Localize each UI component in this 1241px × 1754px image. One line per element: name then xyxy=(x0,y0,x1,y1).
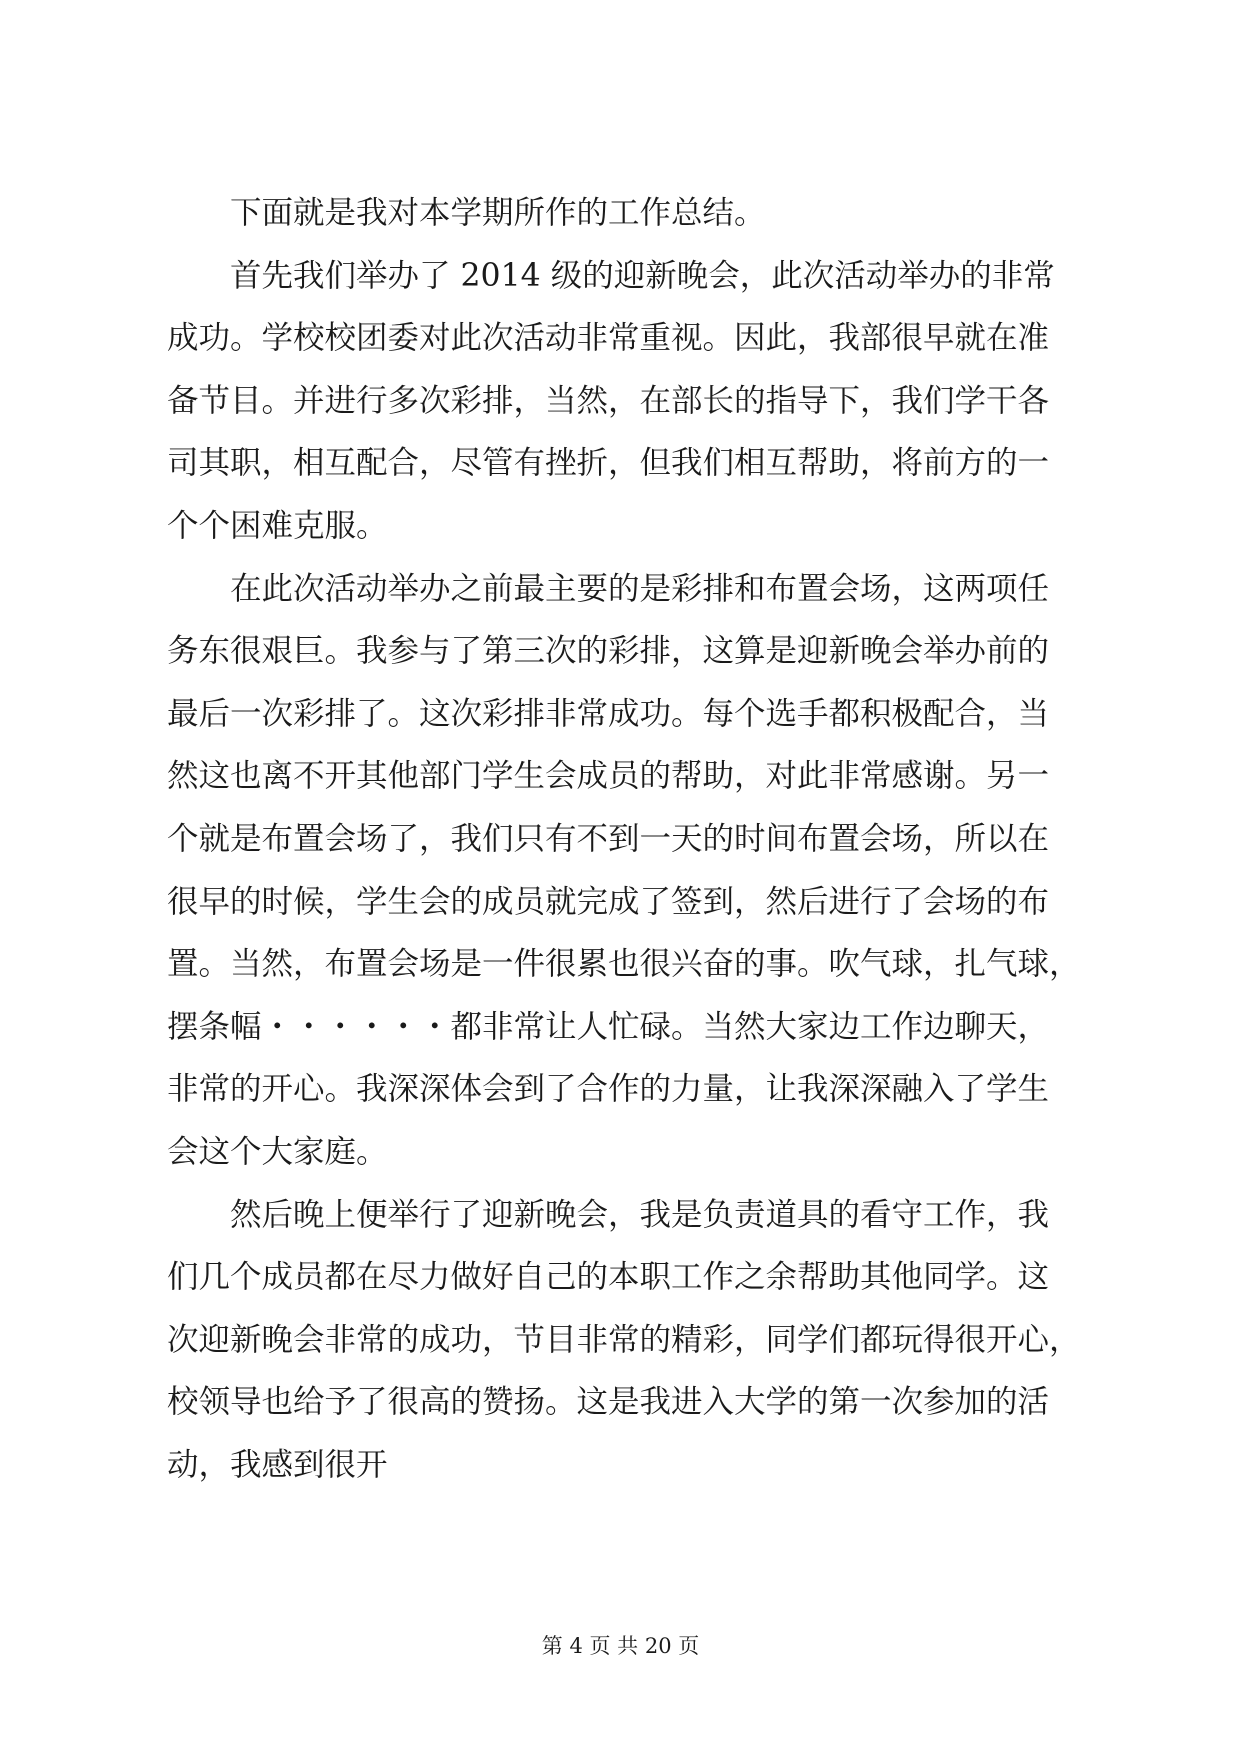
text-line: 校领导也给予了很高的赞扬。这是我进入大学的第一次参加的活 xyxy=(167,1384,1050,1421)
text-line: 务东很艰巨。我参与了第三次的彩排，这算是迎新晚会举办前的 xyxy=(167,633,1050,670)
text-line: 在此次活动举办之前最主要的是彩排和布置会场，这两项任 xyxy=(167,570,1050,607)
text-line: 次迎新晚会非常的成功，节目非常的精彩，同学们都玩得很开心， xyxy=(167,1321,1081,1358)
text-line: 备节目。并进行多次彩排，当然，在部长的指导下，我们学干各 xyxy=(167,382,1050,419)
text-line: 动，我感到很开 xyxy=(167,1446,388,1483)
text-line: 司其职，相互配合，尽管有挫折，但我们相互帮助，将前方的一 xyxy=(167,445,1050,482)
text-line: 们几个成员都在尽力做好自己的本职工作之余帮助其他同学。这 xyxy=(167,1259,1050,1296)
text-line: 置。当然，布置会场是一件很累也很兴奋的事。吹气球，扎气球， xyxy=(167,946,1081,983)
page-number-footer: 第 4 页 共 20 页 xyxy=(541,1634,700,1658)
document-body xyxy=(167,182,1087,1496)
text-line: 下面就是我对本学期所作的工作总结。 xyxy=(167,195,766,231)
text-line: 非常的开心。我深深体会到了合作的力量，让我深深融入了学生 xyxy=(167,1071,1050,1108)
text-line: 个就是布置会场了，我们只有不到一天的时间布置会场，所以在 xyxy=(167,820,1050,857)
text-line: 个个困难克服。 xyxy=(167,507,388,544)
text-line: 最后一次彩排了。这次彩排非常成功。每个选手都积极配合，当 xyxy=(167,695,1050,732)
text-line: 成功。学校校团委对此次活动非常重视。因此，我部很早就在准 xyxy=(167,320,1050,357)
text-line: 很早的时候，学生会的成员就完成了签到，然后进行了会场的布 xyxy=(167,883,1050,920)
text-line: 然这也离不开其他部门学生会成员的帮助，对此非常感谢。另一 xyxy=(167,758,1050,795)
text-line: 首先我们举办了 2014 级的迎新晚会，此次活动举办的非常 xyxy=(167,257,1055,294)
text-line: 然后晚上便举行了迎新晚会，我是负责道具的看守工作，我 xyxy=(167,1196,1050,1233)
text-line: 摆条幅・・・・・・都非常让人忙碌。当然大家边工作边聊天， xyxy=(167,1008,1050,1045)
text-line: 会这个大家庭。 xyxy=(167,1133,388,1170)
